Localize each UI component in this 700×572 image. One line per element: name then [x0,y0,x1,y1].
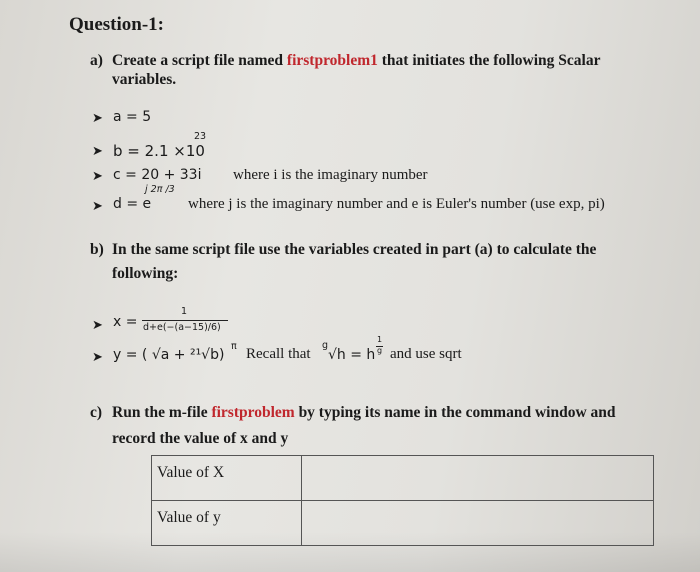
formula-x-fraction-bar [142,320,228,321]
rule-exp-numerator: 1 [377,335,383,344]
var-c: c = 20 + 33i [113,167,202,183]
formula-x-lhs: x = [113,314,138,330]
part-b-label: b) [90,241,104,258]
arrowhead-bullet-icon: ➤ [92,111,103,126]
arrowhead-bullet-icon: ➤ [92,199,103,214]
rule-root-index: g [322,340,329,351]
var-d-exponent: j 2π /3 [145,184,175,195]
formula-y-exponent: π [231,341,237,352]
var-d-note: where j is the imaginary number and e is Euler's number (use exp, pi) [188,196,605,212]
arrowhead-bullet-icon: ➤ [92,144,103,159]
arrowhead-bullet-icon: ➤ [92,169,103,184]
var-b: b = 2.1 ×10 [113,142,205,160]
arrowhead-bullet-icon: ➤ [92,350,103,365]
part-b-line-1: In the same script file use the variables created in part (a) to calculate the [112,241,597,258]
question-title: Question-1: [69,14,164,35]
value-x-cell[interactable] [302,456,654,501]
part-b-line-2: following: [112,265,179,282]
rule-exp-denominator: g [377,346,383,355]
rule-expression: √h = h [328,347,376,363]
results-table [151,455,654,546]
part-a-text-post: that initiates the following Scalar [377,52,601,69]
script-file-name: firstproblem1 [286,52,378,69]
part-c-text-post: by typing its name in the command window and [294,404,616,421]
part-c-line-2: record the value of x and y [112,430,289,447]
part-a-text-pre: Create a script file named [112,52,287,69]
value-y-cell[interactable] [302,501,654,546]
mfile-name: firstproblem [211,404,295,421]
part-c-line-1 [112,404,616,422]
part-a-line-2: variables. [112,71,177,88]
var-b-exponent: 23 [194,131,207,142]
value-y-label: Value of y [152,501,302,546]
rule-tail: and use sqrt [390,346,462,362]
var-a: a = 5 [113,109,152,125]
part-a-line-1 [112,52,600,70]
table-row [152,501,654,546]
table-row [152,456,654,501]
formula-y: y = ( √a + ²¹√b) [113,347,225,363]
var-d: d = e [113,196,152,212]
value-x-label: Value of X [152,456,302,501]
part-a-label: a) [90,52,103,69]
recall-text: Recall that [246,346,311,362]
formula-x-numerator: 1 [181,306,188,317]
formula-x-denominator: d+e(−(a−15)/6) [143,322,221,333]
var-c-note: where i is the imaginary number [233,167,428,183]
part-c-label: c) [90,404,103,421]
arrowhead-bullet-icon: ➤ [92,318,103,333]
part-c-text-pre: Run the m-file [112,404,212,421]
